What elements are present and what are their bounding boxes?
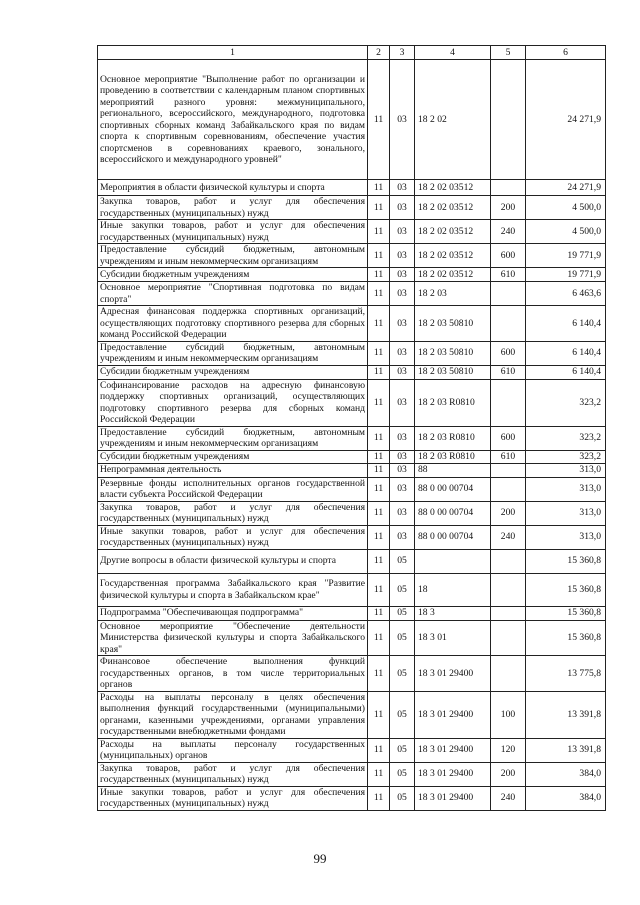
row-name: Предоставление субсидий бюджетным, автономным учреждениям и иным некоммерческим организациям [98,341,368,365]
row-name: Мероприятия в области физической культуры и спорта [98,180,368,196]
row-expense-type [491,379,526,426]
row-expense-type: 200 [491,762,526,786]
table-row [98,501,606,525]
row-expense-type [491,180,526,196]
row-name: Субсидии бюджетным учреждениям [98,268,368,282]
row-subsection: 05 [390,738,415,762]
row-target-code [415,549,491,573]
row-target-code: 18 [415,573,491,606]
row-amount: 6 140,4 [526,306,606,342]
row-name: Закупка товаров, работ и услуг для обеспечения государственных (муниципальных) нужд [98,501,368,525]
row-amount: 384,0 [526,786,606,810]
row-expense-type [491,656,526,692]
row-subsection: 03 [390,220,415,244]
row-amount: 313,0 [526,501,606,525]
row-name: Основное мероприятие "Спортивная подготовка по видам спорта" [98,282,368,306]
row-subsection: 05 [390,786,415,810]
row-subsection: 03 [390,180,415,196]
row-name: Софинансирование расходов на адресную финансовую поддержку спортивных организаций, осуществляющих подготовку спортивного резерва для сборных команд Российской Федерации [98,379,368,426]
row-expense-type: 120 [491,738,526,762]
row-amount: 313,0 [526,525,606,549]
row-expense-type: 100 [491,691,526,738]
header-cell: 3 [390,46,415,60]
row-target-code: 18 2 02 03512 [415,196,491,220]
row-subsection: 05 [390,549,415,573]
row-expense-type [491,477,526,501]
row-target-code: 18 2 02 03512 [415,268,491,282]
table-row [98,549,606,573]
row-name: Резервные фонды исполнительных органов государственной власти субъекта Российской Федерации [98,477,368,501]
table-row [98,450,606,463]
row-subsection: 03 [390,426,415,450]
row-amount: 6 140,4 [526,341,606,365]
row-section: 11 [368,180,390,196]
row-name: Основное мероприятие "Выполнение работ по организации и проведению в соответствии с календарным планом спортивных мероприятий разного уровня: межмуниципального, регионального, всероссийского, международного, подготовка спортивных сборных команд Забайкальского края по видам спорта к спортивным соревнованиям, обеспечение участия спортсменов в соревнованиях краевого, зонального, всероссийского и международного уровней" [98,60,368,180]
row-section: 11 [368,341,390,365]
row-section: 11 [368,365,390,379]
row-expense-type: 200 [491,196,526,220]
table-row [98,60,606,180]
row-amount: 15 360,8 [526,620,606,656]
row-target-code: 18 3 01 29400 [415,738,491,762]
header-row [98,46,606,60]
row-expense-type [491,306,526,342]
row-amount: 13 391,8 [526,738,606,762]
row-amount: 13 775,8 [526,656,606,692]
table-row [98,762,606,786]
header-cell: 1 [98,46,368,60]
table-row [98,525,606,549]
table-row [98,379,606,426]
row-expense-type [491,282,526,306]
row-name: Закупка товаров, работ и услуг для обеспечения государственных (муниципальных) нужд [98,762,368,786]
row-expense-type: 600 [491,341,526,365]
row-amount: 384,0 [526,762,606,786]
row-name: Другие вопросы в области физической культуры и спорта [98,549,368,573]
table-row [98,738,606,762]
table-row [98,282,606,306]
row-name: Предоставление субсидий бюджетным, автономным учреждениям и иным некоммерческим организациям [98,244,368,268]
row-section: 11 [368,525,390,549]
row-subsection: 03 [390,450,415,463]
table-row [98,691,606,738]
row-expense-type [491,573,526,606]
row-section: 11 [368,220,390,244]
row-amount: 4 500,0 [526,196,606,220]
row-amount: 323,2 [526,450,606,463]
row-name: Иные закупки товаров, работ и услуг для обеспечения государственных (муниципальных) нужд [98,786,368,810]
row-section: 11 [368,268,390,282]
row-expense-type: 610 [491,450,526,463]
row-section: 11 [368,738,390,762]
row-target-code: 18 2 03 R0810 [415,450,491,463]
row-subsection: 03 [390,244,415,268]
row-section: 11 [368,549,390,573]
row-section: 11 [368,282,390,306]
table-row [98,306,606,342]
row-target-code: 18 2 03 R0810 [415,426,491,450]
row-amount: 4 500,0 [526,220,606,244]
row-target-code: 88 [415,463,491,477]
row-subsection: 03 [390,306,415,342]
row-expense-type [491,620,526,656]
row-target-code: 18 3 01 29400 [415,762,491,786]
row-target-code: 88 0 00 00704 [415,477,491,501]
table-row [98,786,606,810]
header-cell: 2 [368,46,390,60]
row-expense-type [491,549,526,573]
row-section: 11 [368,244,390,268]
row-amount: 313,0 [526,477,606,501]
row-section: 11 [368,620,390,656]
row-section: 11 [368,306,390,342]
row-target-code: 88 0 00 00704 [415,501,491,525]
table-row [98,656,606,692]
row-amount: 6 463,6 [526,282,606,306]
row-section: 11 [368,656,390,692]
row-expense-type [491,60,526,180]
row-section: 11 [368,196,390,220]
row-expense-type [491,606,526,620]
row-amount: 313,0 [526,463,606,477]
row-subsection: 05 [390,656,415,692]
row-subsection: 03 [390,477,415,501]
row-name: Субсидии бюджетным учреждениям [98,450,368,463]
row-section: 11 [368,450,390,463]
row-target-code: 18 2 03 50810 [415,341,491,365]
row-amount: 323,2 [526,379,606,426]
row-amount: 24 271,9 [526,180,606,196]
row-section: 11 [368,501,390,525]
row-target-code: 18 3 01 [415,620,491,656]
row-target-code: 18 3 01 29400 [415,656,491,692]
row-amount: 15 360,8 [526,549,606,573]
row-expense-type: 600 [491,426,526,450]
budget-table [97,45,606,811]
table-row [98,220,606,244]
row-expense-type: 610 [491,268,526,282]
row-name: Основное мероприятие "Обеспечение деятельности Министерства физической культуры и спорта Забайкальского края" [98,620,368,656]
row-amount: 15 360,8 [526,606,606,620]
row-section: 11 [368,691,390,738]
row-amount: 19 771,9 [526,244,606,268]
row-section: 11 [368,60,390,180]
table-row [98,341,606,365]
row-name: Расходы на выплаты персоналу в целях обеспечения выполнения функций государственными (муниципальными) органами, казенными учреждениями, органами управления государственными внебюджетными фондами [98,691,368,738]
table-row [98,426,606,450]
row-expense-type: 240 [491,786,526,810]
row-name: Иные закупки товаров, работ и услуг для обеспечения государственных (муниципальных) нужд [98,525,368,549]
row-section: 11 [368,606,390,620]
header-cell: 4 [415,46,491,60]
row-subsection: 05 [390,606,415,620]
row-section: 11 [368,573,390,606]
row-target-code: 18 2 03 50810 [415,306,491,342]
table-row [98,244,606,268]
table-row [98,268,606,282]
row-target-code: 18 2 02 03512 [415,180,491,196]
row-name: Подпрограмма "Обеспечивающая подпрограмма" [98,606,368,620]
row-target-code: 18 3 01 29400 [415,786,491,810]
row-name: Расходы на выплаты персоналу государственных (муниципальных) органов [98,738,368,762]
row-amount: 323,2 [526,426,606,450]
row-target-code: 88 0 00 00704 [415,525,491,549]
row-target-code: 18 3 [415,606,491,620]
table-row [98,606,606,620]
row-target-code: 18 2 02 03512 [415,244,491,268]
row-subsection: 03 [390,463,415,477]
row-subsection: 03 [390,268,415,282]
row-target-code: 18 2 02 03512 [415,220,491,244]
row-target-code: 18 2 03 50810 [415,365,491,379]
row-amount: 15 360,8 [526,573,606,606]
row-subsection: 03 [390,379,415,426]
row-section: 11 [368,463,390,477]
row-section: 11 [368,786,390,810]
row-subsection: 03 [390,341,415,365]
table-row [98,196,606,220]
row-amount: 13 391,8 [526,691,606,738]
row-expense-type: 200 [491,501,526,525]
row-amount: 6 140,4 [526,365,606,379]
header-cell: 6 [526,46,606,60]
table-row [98,365,606,379]
table-row [98,180,606,196]
row-subsection: 05 [390,620,415,656]
row-section: 11 [368,477,390,501]
row-section: 11 [368,426,390,450]
row-expense-type: 240 [491,220,526,244]
header-cell: 5 [491,46,526,60]
row-subsection: 03 [390,525,415,549]
page-number: 99 [313,851,327,866]
row-section: 11 [368,762,390,786]
row-name: Адресная финансовая поддержка спортивных организаций, осуществляющих подготовку спортивного резерва для сборных команд Российской Федерации [98,306,368,342]
row-subsection: 03 [390,501,415,525]
row-target-code: 18 3 01 29400 [415,691,491,738]
row-target-code: 18 2 03 [415,282,491,306]
row-subsection: 05 [390,691,415,738]
table-row [98,573,606,606]
row-name: Финансовое обеспечение выполнения функций государственных органов, в том числе территориальных органов [98,656,368,692]
row-name: Субсидии бюджетным учреждениям [98,365,368,379]
table-row [98,620,606,656]
row-amount: 19 771,9 [526,268,606,282]
row-expense-type: 600 [491,244,526,268]
table-row [98,463,606,477]
row-section: 11 [368,379,390,426]
row-amount: 24 271,9 [526,60,606,180]
row-subsection: 05 [390,573,415,606]
row-name: Предоставление субсидий бюджетным, автономным учреждениям и иным некоммерческим организациям [98,426,368,450]
row-name: Непрограммная деятельность [98,463,368,477]
row-subsection: 03 [390,282,415,306]
row-target-code: 18 2 02 [415,60,491,180]
row-subsection: 03 [390,196,415,220]
row-subsection: 03 [390,60,415,180]
row-target-code: 18 2 03 R0810 [415,379,491,426]
row-subsection: 03 [390,365,415,379]
row-expense-type: 610 [491,365,526,379]
row-name: Закупка товаров, работ и услуг для обеспечения государственных (муниципальных) нужд [98,196,368,220]
row-expense-type: 240 [491,525,526,549]
row-name: Иные закупки товаров, работ и услуг для обеспечения государственных (муниципальных) нужд [98,220,368,244]
row-expense-type [491,463,526,477]
row-subsection: 05 [390,762,415,786]
row-name: Государственная программа Забайкальского края "Развитие физической культуры и спорта в Забайкальском крае" [98,573,368,606]
table-row [98,477,606,501]
